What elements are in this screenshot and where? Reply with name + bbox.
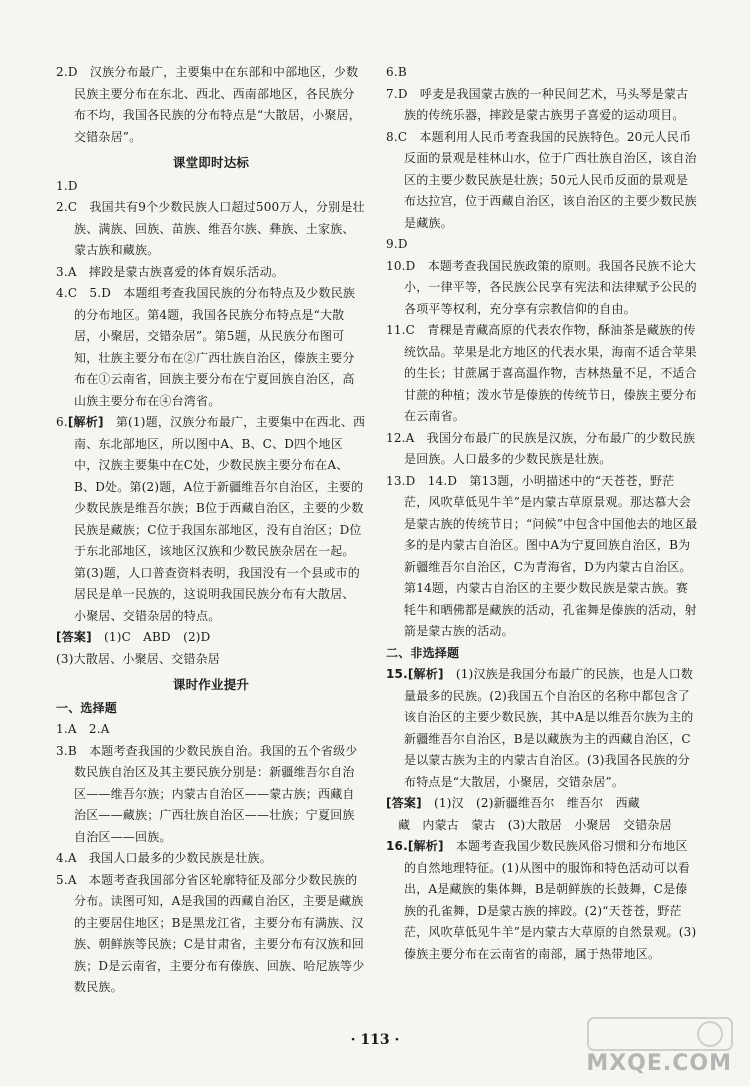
answer-r13: 13.D 14.D 第13题，小明描述中的“天苍苍，野茫茫，风吹草低见牛羊”是内蒙古草原景观。那达慕大会是蒙古族的传统节日；“问候”中包含中国他去的地区最多的是内蒙古自治区。图中A为宁夏回族自治区，B为新疆维吾尔自治区，C为青海省，D为内蒙古自治区。第14题，内蒙古自治区的主要少数民族是蒙古族。赛牦牛和晒佛都是藏族的活动，孔雀舞是傣族的活动，射箭是蒙古族的活动。: [386, 473, 698, 638]
answer-r15: [386, 664, 698, 793]
answer-r16: [386, 836, 698, 965]
page-number: · 113 ·: [350, 1032, 400, 1048]
answer-c6: 6.[解析] 第(1)题，汉族分布最广，主要集中在西北、西南、东北部地区，所以图中A、B、C、D四个地区中，汉族主要集中在C处，少数民族主要分布在A、B、D处。第(2)题，A位于新疆维吾尔自治区，主要的少数民族是维吾尔族；B位于西藏自治区，主要的少数民族是藏族；C位于我国东部地区，没有自治区；D位于东北部地区，该地区汉族和少数民族杂居在一起。第(3)题，人口普查资料表明，我国没有一个县或市的居民是单一民族的，这说明我国民族分布有大散居、小聚居、交错杂居的特点。: [56, 415, 366, 623]
answer-h4: 4.A 我国人口最多的少数民族是壮族。: [56, 851, 272, 865]
answer-h1: 1.A 2.A: [56, 722, 110, 736]
watermark-text: MXQE.COM: [586, 1051, 732, 1076]
answer-c6-text: 第(1)题，汉族分布最广，主要集中在西北、西南、东北部地区，所以图中A、B、C、D四个地区中，汉族主要集中在C处，少数民族主要分布在A、B、D处。第(2)题，A位于新疆维吾尔自治区，主要的少数民族是维吾尔族；B位于西藏自治区，主要的少数民族是藏族；C位于我国东部地区，没有自治区；D位于东北部地区，该地区汉族和少数民族杂居在一起。第(3)题，人口普查资料表明，我国没有一个县或市的居民是单一民族的，这说明我国民族分布有大散居、小聚居、交错杂居的特点。: [74, 415, 366, 623]
answer-c6-key: [56, 627, 366, 649]
answer-c1: 1.D: [56, 178, 78, 193]
answer-r7: 7.D 呼麦是我国蒙古族的一种民间艺术，马头琴是蒙古族的传统乐器，摔跤是蒙古族男子喜爱的运动项目。: [386, 86, 689, 122]
left-column: [56, 62, 366, 999]
answer-tag: [答案]: [56, 630, 92, 644]
answer-r8: 8.C 本题利用人民币考查我国的民族特色。20元人民币反面的景观是桂林山水，位于广西壮族自治区，该自治区的主要少数民族是壮族；50元人民币反面的景观是布达拉宫，位于西藏自治区，该自治区的主要少数民族是藏族。: [386, 129, 697, 230]
section-nonchoice: 二、非选择题: [386, 645, 460, 660]
section-heading-homework: 课时作业提升: [172, 677, 250, 692]
answer-c4: 4.C 5.D 本题组考查我国民族的分布特点及少数民族的分布地区。第4题，我国各民族分布特点是“大散居，小聚居，交错杂居”。第5题，从民族分布图可知，壮族主要分布在②广西壮族自治区，傣族主要分布在①云南省，回族主要分布在宁夏回族自治区，高山族主要分布在④台湾省。: [56, 286, 356, 408]
analysis-tag: [解析]: [67, 415, 104, 429]
answer-r16-text: 本题考查我国少数民族风俗习惯和分布地区的自然地理特征。(1)从图中的服饰和特色活动可以看出，A是藏族的集体舞，B是朝鲜族的长鼓舞，C是傣族的孔雀舞，D是蒙古族的摔跤。(2)“天苍苍，野茫茫，风吹草低见牛羊”是内蒙古大草原的自然景观。(3)傣族主要分布在云南省的南部，属于热带地区。: [404, 839, 697, 961]
analysis-tag-16: 16.[解析]: [386, 839, 444, 853]
answer-r11: 11.C 青稞是青藏高原的代表农作物，酥油茶是藏族的传统饮品。苹果是北方地区的代表水果，海南不适合苹果的生长；甘蔗属于喜高温作物，吉林热量不足，不适合甘蔗的种植；泼水节是傣族的传统节日，傣族主要分布在云南省。: [386, 323, 697, 423]
answer-r6: 6.B: [386, 65, 407, 79]
answer-r9: 9.D: [386, 237, 408, 251]
answer-r12: 12.A 我国分布最广的民族是汉族，分布最广的少数民族是回族。人口最多的少数民族是壮族。: [386, 430, 696, 466]
analysis-tag-15: 15.[解析]: [386, 667, 444, 681]
answer-r10: 10.D 本题考查我国民族政策的原则。我国各民族不论大小，一律平等，各民族公民享有宪法和法律赋予公民的各项平等权利，充分享有宗教信仰的自由。: [386, 258, 697, 316]
section-choice: 一、选择题: [56, 700, 118, 715]
section-heading-classroom: 课堂即时达标: [172, 155, 250, 170]
answer-h3: 3.B 本题考查我国的少数民族自治。我国的五个省级少数民族自治区及其主要民族分别是：新疆维吾尔自治区——维吾尔族；内蒙古自治区——蒙古族；西藏自治区——藏族；广西壮族自治区——壮族；宁夏回族自治区——回族。: [56, 743, 358, 844]
answer-c6-key-1: (1)C ABD (2)D: [103, 630, 211, 644]
answer-r15-text: (1)汉族是我国分布最广的民族，也是人口数量最多的民族。(2)我国五个自治区的名称中都包含了该自治区的主要少数民族，其中A是以维吾尔族为主的新疆维吾尔自治区，B是以藏族为主的西藏自治区，C是以蒙古族为主的内蒙古自治区。(3)我国各民族的分布特点是“大散居，小聚居，交错杂居”。: [404, 667, 694, 789]
answer-r15-key: [386, 793, 698, 815]
answer-2: 2.D 汉族分布最广，主要集中在东部和中部地区，少数民族主要分布在东北、西北、西南部地区，各民族分布不均，我国各民族的分布特点是“大散居，小聚居，交错杂居”。: [56, 65, 361, 144]
answer-tag-15: [答案]: [386, 796, 422, 810]
answer-r15-key-2: 藏 内蒙古 蒙古 (3)大散居 小聚居 交错杂居: [398, 817, 672, 832]
right-column: [386, 62, 698, 965]
answer-h5: 5.A 本题考查我国部分省区轮廓特征及部分少数民族的分布。读图可知，A是我国的西藏自治区，主要是藏族的主要居住地区；B是黑龙江省，主要分布有满族、汉族、朝鲜族等民族；C是甘肃省，主要分布有汉族和回族；D是云南省，主要分布有傣族、回族、哈尼族等少数民族。: [56, 872, 365, 994]
answer-r15-key-1: (1)汉 (2)新疆维吾尔 维吾尔 西藏: [433, 796, 640, 810]
answer-c6-key-2: (3)大散居、小聚居、交错杂居: [56, 651, 220, 666]
answer-c2: 2.C 我国共有9个少数民族人口超过500万人，分别是壮族、满族、回族、苗族、维吾尔族、彝族、土家族、蒙古族和藏族。: [56, 200, 365, 257]
answer-c3: 3.A 摔跤是蒙古族喜爱的体育娱乐活动。: [56, 264, 285, 279]
